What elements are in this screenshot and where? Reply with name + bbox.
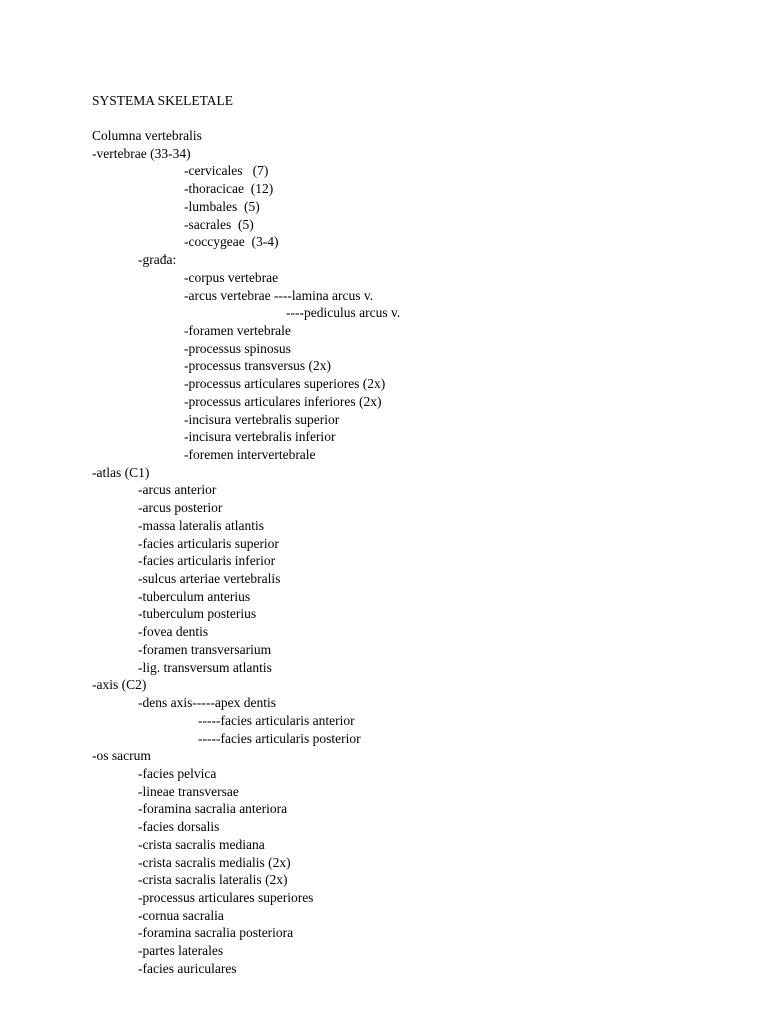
outline-item: -crista sacralis medialis (2x) <box>138 854 291 870</box>
outline-item: -crista sacralis lateralis (2x) <box>138 872 288 888</box>
outline-item: -tuberculum posterius <box>138 606 257 622</box>
outline-item: -tuberculum anterius <box>138 588 251 604</box>
outline-item: -facies articularis inferior <box>138 553 276 569</box>
outline-item: -atlas (C1) <box>92 464 150 480</box>
outline-item: -lineae transversae <box>138 783 239 799</box>
outline-item: -foramina sacralia posteriora <box>138 925 294 941</box>
outline-item: -----facies articularis anterior <box>198 712 355 728</box>
outline-item: -----facies articularis posterior <box>198 730 361 746</box>
outline-item: -foramen vertebrale <box>184 322 291 338</box>
outline-item: -axis (C2) <box>92 677 147 693</box>
document-title: SYSTEMA SKELETALE <box>92 93 234 108</box>
outline-item: -processus articulares inferiores (2x) <box>184 393 382 409</box>
outline-item: -vertebrae (33-34) <box>92 145 191 161</box>
outline-item: -facies articularis superior <box>138 535 279 551</box>
outline-item: -processus spinosus <box>184 340 291 356</box>
outline-item: -incisura vertebralis inferior <box>184 429 336 445</box>
outline-item: -arcus posterior <box>138 500 223 516</box>
outline-item: -thoracicae (12) <box>184 181 274 197</box>
outline-item: -cornua sacralia <box>138 907 224 923</box>
outline-item: -foremen intervertebrale <box>184 447 316 462</box>
outline-item: -processus articulares superiores (2x) <box>184 376 386 392</box>
outline-item: -partes laterales <box>138 943 224 959</box>
outline-item: -sulcus arteriae vertebralis <box>138 571 281 586</box>
outline-item: -arcus vertebrae ----lamina arcus v. <box>184 287 374 303</box>
outline-item: -corpus vertebrae <box>184 269 279 285</box>
outline-item: -dens axis-----apex dentis <box>138 695 276 710</box>
outline-item: ----pediculus arcus v. <box>286 305 401 321</box>
outline-item: -foramina sacralia anteriora <box>138 801 288 817</box>
outline-item: -massa lateralis atlantis <box>138 517 264 533</box>
outline-item: -incisura vertebralis superior <box>184 411 340 427</box>
outline-item: -facies dorsalis <box>138 819 220 835</box>
outline-item: -os sacrum <box>92 748 151 764</box>
outline-item: -processus articulares superiores <box>138 890 314 905</box>
outline-item: -sacrales (5) <box>184 216 254 232</box>
outline-item: -facies auriculares <box>138 960 237 976</box>
outline-item: -lumbales (5) <box>184 198 260 214</box>
outline-item: -processus transversus (2x) <box>184 358 331 374</box>
outline-item: -cervicales (7) <box>184 163 269 179</box>
outline-item: -arcus anterior <box>138 482 217 498</box>
outline-item: -foramen transversarium <box>138 641 272 657</box>
outline-item: -crista sacralis mediana <box>138 836 265 852</box>
outline-item: -coccygeae (3-4) <box>184 234 279 250</box>
outline-item: -lig. transversum atlantis <box>138 659 272 675</box>
outline-item: -građa: <box>138 252 177 267</box>
outline-item: -facies pelvica <box>138 765 217 781</box>
outline-item: -fovea dentis <box>138 624 209 640</box>
outline-item: Columna vertebralis <box>92 128 202 143</box>
